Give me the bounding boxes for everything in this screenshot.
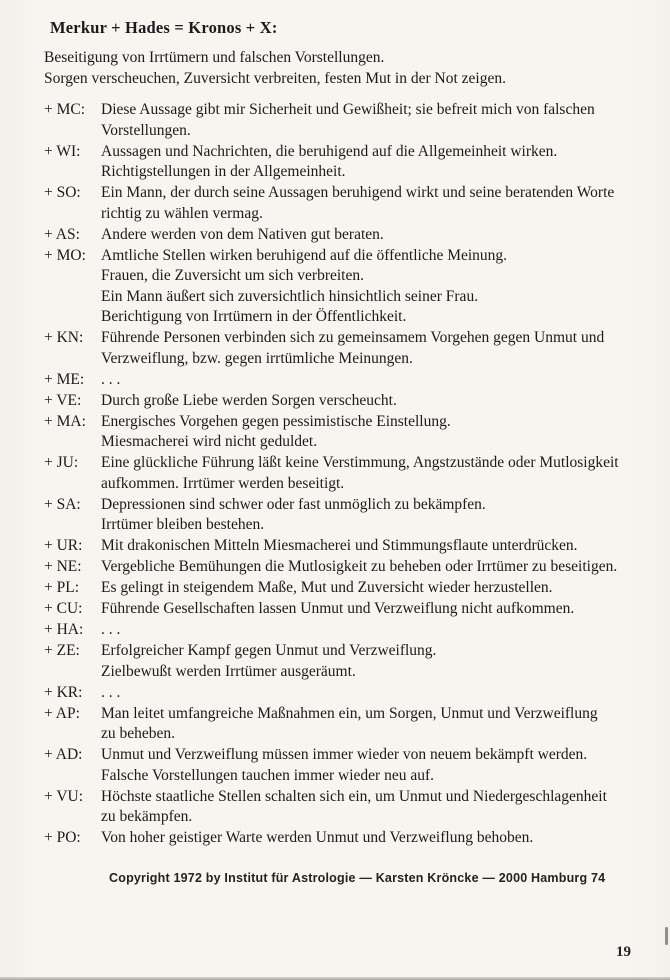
aspect-text [101, 641, 670, 682]
page-title: Merkur + Hades = Kronos + X: [50, 18, 278, 37]
aspect-text-line: . . . [101, 370, 121, 388]
aspect-text-line: richtig zu wählen vermag. [101, 204, 263, 222]
aspect-label: + SO: [44, 184, 81, 201]
aspect-text [101, 599, 670, 620]
scan-mark-artifact [665, 927, 668, 945]
aspect-text [101, 100, 670, 141]
aspect-text-line: aufkommen. Irrtümer werden beseitigt. [101, 474, 345, 492]
aspect-text-line: Berichtigung von Irrtümern in der Öffentlichkeit. [101, 308, 407, 325]
aspect-text [101, 328, 670, 369]
aspect-label: + VE: [44, 391, 82, 409]
aspect-label: + WI: [44, 142, 81, 160]
aspect-text [101, 536, 670, 557]
aspect-entry [44, 412, 670, 453]
aspect-text [101, 183, 670, 224]
aspect-entry [44, 370, 670, 391]
aspect-entry [44, 536, 670, 557]
aspect-text [101, 787, 670, 828]
aspect-label: + CU: [44, 600, 83, 617]
aspect-text [101, 246, 670, 328]
aspect-entry [44, 683, 670, 704]
aspect-text [101, 225, 670, 246]
aspect-text-line: . . . [101, 683, 121, 701]
aspect-entry [44, 620, 670, 641]
aspect-entry [44, 225, 670, 246]
aspect-text-line: Irrtümer bleiben bestehen. [101, 516, 265, 533]
aspect-text [101, 620, 670, 641]
aspect-text-line: Führende Personen verbinden sich zu gemeinsamem Vorgehen gegen Unmut und [101, 329, 605, 346]
aspect-entry [44, 142, 670, 183]
aspect-entry [44, 578, 670, 599]
aspect-text [101, 495, 670, 536]
intro-line: Beseitigung von Irrtümern und falschen Vorstellungen. [44, 49, 385, 66]
aspect-text-line: Unmut und Verzweiflung müssen immer wieder von neuem bekämpft werden. [101, 746, 588, 763]
aspect-text-line: Ein Mann, der durch seine Aussagen beruhigend wirkt und seine beratenden Worte [101, 184, 615, 201]
aspect-text [101, 142, 670, 183]
aspect-text [101, 370, 670, 391]
aspect-label: + SA: [44, 495, 81, 513]
aspect-text [101, 391, 670, 412]
aspect-text-line: Energisches Vorgehen gegen pessimistische Einstellung. [101, 412, 451, 430]
aspect-label: + MO: [44, 246, 86, 264]
aspect-entry [44, 453, 670, 494]
aspect-label: + UR: [44, 537, 83, 554]
aspect-label: + MA: [44, 412, 86, 430]
aspect-text [101, 704, 670, 745]
aspect-text-line: zu beheben. [101, 725, 176, 742]
aspect-text-line: Falsche Vorstellungen tauchen immer wieder neu auf. [101, 766, 435, 784]
aspect-label: + ZE: [44, 642, 80, 659]
aspect-text-line: Man leitet umfangreiche Maßnahmen ein, um Sorgen, Unmut und Verzweiflung [101, 704, 598, 722]
aspect-entry [44, 246, 670, 328]
aspect-label: + AP: [44, 704, 80, 722]
aspect-label: + JU: [44, 454, 79, 471]
aspect-entry [44, 704, 670, 745]
aspect-entry [44, 599, 670, 620]
aspect-text-line: Erfolgreicher Kampf gegen Unmut und Verzweiflung. [101, 642, 437, 659]
aspect-text [101, 683, 670, 704]
aspect-entry [44, 100, 670, 141]
aspect-entry [44, 641, 670, 682]
aspect-text-line: . . . [101, 621, 121, 638]
aspect-text-line: Andere werden von dem Nativen gut beraten. [101, 225, 384, 243]
aspect-label: + NE: [44, 558, 82, 575]
aspect-label: + AS: [44, 225, 80, 243]
aspect-text-line: Zielbewußt werden Irrtümer ausgeräumt. [101, 662, 356, 680]
intro-line: Sorgen verscheuchen, Zuversicht verbreiten, festen Mut in der Not zeigen. [44, 69, 506, 87]
aspect-entry [44, 557, 670, 578]
aspect-label: + PL: [44, 579, 80, 596]
aspect-text-line: Diese Aussage gibt mir Sicherheit und Gewißheit; sie befreit mich von falschen [101, 101, 595, 118]
aspect-text-line: Ein Mann äußert sich zuversichtlich hinsichtlich seiner Frau. [101, 287, 479, 305]
aspect-text-line: Aussagen und Nachrichten, die beruhigend auf die Allgemeinheit wirken. [101, 142, 558, 160]
aspect-text-line: Richtigstellungen in der Allgemeinheit. [101, 163, 346, 180]
aspect-text-line: Durch große Liebe werden Sorgen verscheucht. [101, 391, 397, 409]
aspect-text-line: Vergebliche Bemühungen die Mutlosigkeit zu beheben oder Irrtümer zu beseitigen. [101, 558, 618, 575]
aspect-label: + MC: [44, 101, 86, 118]
aspect-text-line: Depressionen sind schwer oder fast unmöglich zu bekämpfen. [101, 495, 486, 513]
aspect-text-line: zu bekämpfen. [101, 808, 193, 825]
aspect-entry [44, 495, 670, 536]
aspect-text [101, 578, 670, 599]
aspect-text [101, 557, 670, 578]
aspect-text-line: Mit drakonischen Mitteln Miesmacherei und Stimmungsflaute unterdrücken. [101, 537, 578, 554]
aspect-text-line: Verzweiflung, bzw. gegen irrtümliche Meinungen. [101, 349, 413, 367]
aspect-list [44, 100, 670, 849]
aspect-text-line: Miesmacherei wird nicht geduldet. [101, 433, 318, 450]
aspect-entry [44, 183, 670, 224]
aspect-text [101, 828, 670, 849]
aspect-label: + PO: [44, 829, 81, 846]
aspect-entry [44, 328, 670, 369]
aspect-label: + KR: [44, 683, 83, 701]
aspect-label: + VU: [44, 787, 84, 805]
aspect-entry [44, 391, 670, 412]
aspect-text-line: Höchste staatliche Stellen schalten sich ein, um Unmut und Niedergeschlagenheit [101, 787, 607, 805]
aspect-text-line: Von hoher geistiger Warte werden Unmut und Verzweiflung behoben. [101, 829, 534, 846]
intro-block [44, 48, 670, 89]
aspect-text-line: Frauen, die Zuversicht um sich verbreiten. [101, 267, 364, 284]
aspect-label: + HA: [44, 621, 84, 638]
aspect-entry [44, 787, 670, 828]
aspect-entry [44, 828, 670, 849]
aspect-text-line: Es gelingt in steigendem Maße, Mut und Zuversicht wieder herzustellen. [101, 579, 553, 596]
aspect-text-line: Eine glückliche Führung läßt keine Verstimmung, Angstzustände oder Mutlosigkeit [101, 454, 619, 471]
aspect-text [101, 453, 670, 494]
aspect-text-line: Führende Gesellschaften lassen Unmut und Verzweiflung nicht aufkommen. [101, 600, 575, 617]
aspect-label: + KN: [44, 329, 84, 346]
aspect-label: + AD: [44, 746, 83, 763]
aspect-text [101, 412, 670, 453]
aspect-text-line: Vorstellungen. [101, 121, 191, 139]
aspect-text-line: Amtliche Stellen wirken beruhigend auf die öffentliche Meinung. [101, 246, 508, 264]
aspect-label: + ME: [44, 370, 85, 388]
aspect-text [101, 745, 670, 786]
aspect-entry [44, 745, 670, 786]
page-number: 19 [616, 944, 631, 960]
copyright-line: Copyright 1972 by Institut für Astrologie — Karsten Kröncke — 2000 Hamburg 74 [109, 871, 606, 885]
